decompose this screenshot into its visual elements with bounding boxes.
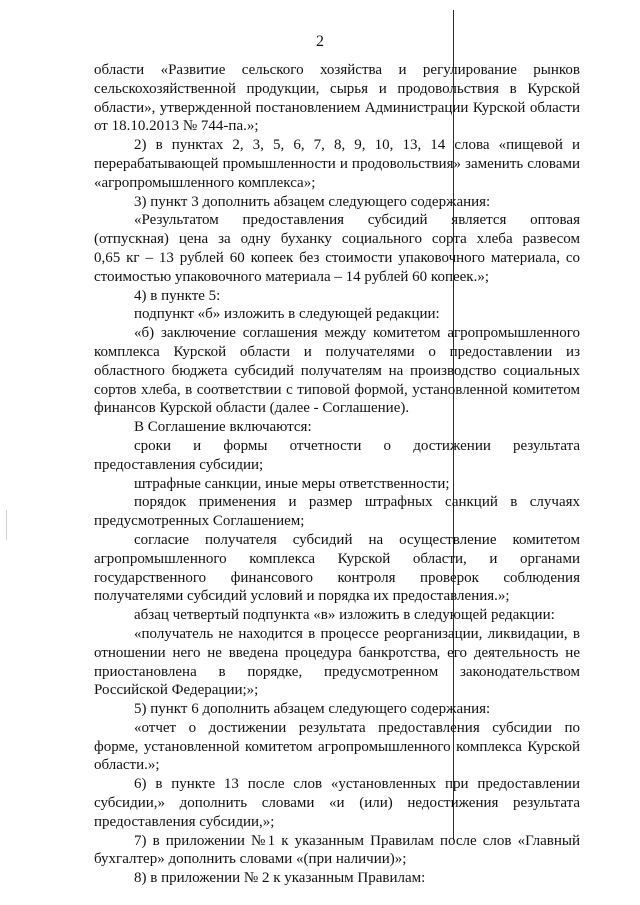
text-line: «Результатом предоставления субсидий является оптовая (134, 212, 580, 229)
text-line: отношении него не введена процедура банкротства, его деятельность не (94, 644, 580, 661)
text-line: области.»; (94, 757, 160, 774)
scan-margin-mark (6, 510, 7, 540)
text-line: 6) в пункте 13 после слов «установленных при предоставлении (134, 776, 580, 793)
text-line: предоставления субсидии; (94, 456, 264, 473)
text-line: стоимостью упаковочного материала – 14 рублей 60 копеек.»; (94, 268, 490, 285)
text-line: абзац четвертый подпункта «в» изложить в следующей редакции: (134, 607, 555, 624)
text-line: перерабатывающей промышленности и продовольствия» заменить словами (94, 155, 580, 172)
text-line: 3) пункт 3 дополнить абзацем следующего содержания: (134, 193, 491, 210)
text-line: «агропромышленного комплекса»; (94, 174, 316, 191)
text-line: предоставления субсидии,»; (94, 813, 275, 830)
text-line: области «Развитие сельского хозяйства и регулирование рынков (94, 62, 580, 78)
text-line: приостановлена в порядке, предусмотренном законодательством (94, 663, 580, 680)
text-line: государственного финансового контроля проверок соблюдения (94, 569, 580, 586)
text-line: предусмотренных Соглашением; (94, 513, 305, 530)
text-line: «б) заключение соглашения между комитетом агропромышленного (134, 325, 580, 342)
text-line: сортов хлеба, в соответствии с типовой формой, установленной комитетом (94, 381, 580, 398)
document-body (94, 61, 580, 888)
text-line: области», утвержденной постановлением Администрации Курской области (94, 99, 580, 116)
text-line: комплекса Курской области и получателями о предоставлении из (94, 343, 580, 360)
text-line: согласие получателя субсидий на осуществление комитетом (134, 531, 580, 548)
text-line: (отпускная) цена за одну буханку социального сорта хлеба развесом (94, 231, 580, 248)
text-line: подпункт «б» изложить в следующей редакции: (134, 306, 440, 323)
text-line: 4) в пункте 5: (134, 287, 221, 304)
text-line: финансов Курской области (далее - Соглашение). (94, 400, 410, 417)
text-line: «получатель не находится в процессе реорганизации, ликвидации, в (134, 625, 580, 642)
text-line: 5) пункт 6 дополнить абзацем следующего содержания: (134, 701, 491, 718)
text-line: 0,65 кг – 13 рублей 60 копеек без стоимости упаковочного материала, со (94, 249, 580, 266)
text-line: субсидии,» дополнить словами «и (или) недостижения результата (94, 795, 580, 812)
text-line: получателями субсидий условий и порядка их предоставления.»; (94, 588, 510, 605)
text-line: от 18.10.2013 № 744-па.»; (94, 118, 259, 135)
text-line: сельскохозяйственной продукции, сырья и продовольствия в Курской (94, 80, 580, 97)
text-line: Российской Федерации;»; (94, 682, 259, 699)
text-line: сроки и формы отчетности о достижении результата (134, 437, 580, 454)
text-line: штрафные санкции, иные меры ответственности; (134, 475, 450, 492)
text-line: агропромышленного комплекса Курской области, и органами (94, 550, 580, 567)
text-line: 7) в приложении №1 к указанным Правилам после слов «Главный (134, 832, 580, 849)
text-line: областного бюджета субсидий получателям на производство социальных (94, 362, 580, 379)
text-line: порядок применения и размер штрафных санкций в случаях (134, 494, 580, 511)
text-line: форме, установленной комитетом агропромышленного комплекса Курской (94, 738, 580, 755)
page-number: 2 (316, 33, 324, 50)
text-line: «отчет о достижении результата предоставления субсидии по (134, 719, 580, 736)
text-line: бухгалтер» дополнить словами «(при наличии)»; (94, 851, 407, 868)
text-line: 2) в пунктах 2, 3, 5, 6, 7, 8, 9, 10, 13, 14 слова «пищевой и (134, 137, 580, 154)
text-line: В Соглашение включаются: (134, 419, 312, 436)
text-line: 8) в приложении № 2 к указанным Правилам: (134, 870, 426, 887)
